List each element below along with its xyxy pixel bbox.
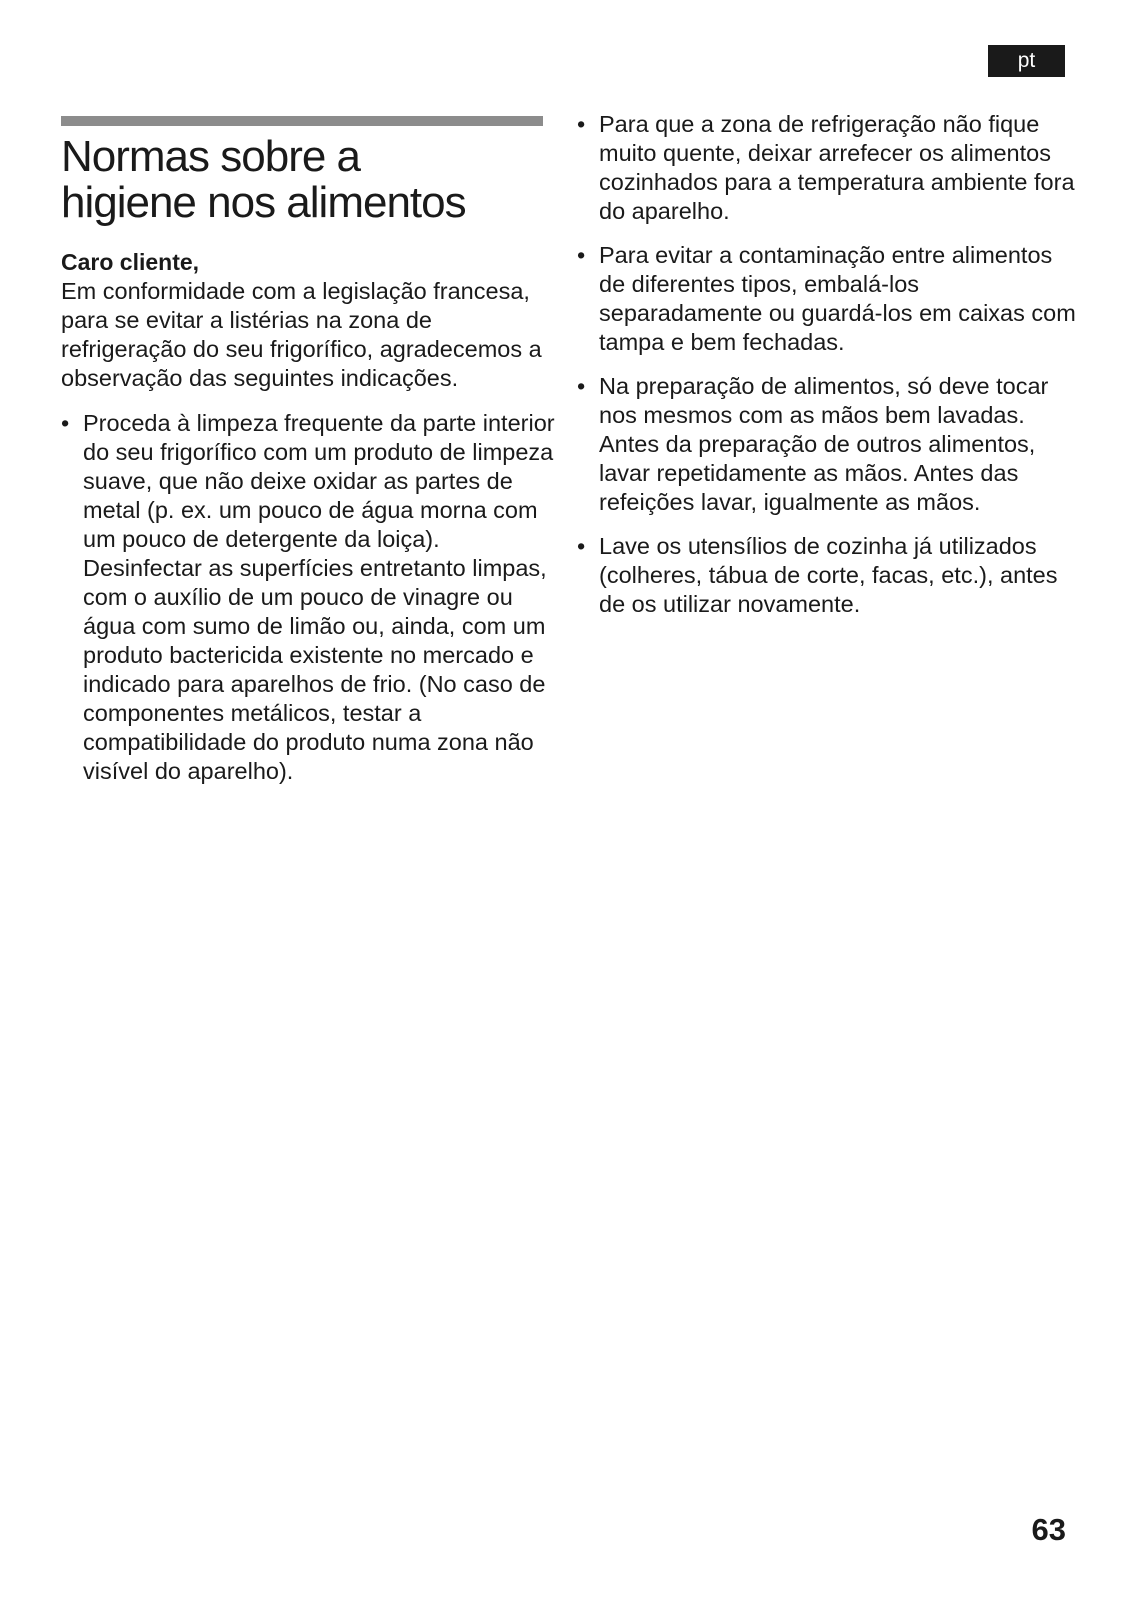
title-line-2: higiene nos alimentos [61, 178, 466, 227]
title-line-1: Normas sobre a [61, 132, 361, 181]
intro-paragraph: Em conformidade com a legislação francesa, para se evitar a listérias na zona de refrigeração do seu frigorífico, agradecemos a observação das seguintes indicações. [61, 278, 542, 391]
section-divider [61, 116, 543, 126]
language-badge: pt [988, 45, 1065, 77]
list-item: • Na preparação de alimentos, só deve tocar nos mesmos com as mãos bem lavadas. Antes da preparação de outros alimentos, lavar repetidamente as mãos. Antes das refeições lavar, igualmente as mãos. [577, 372, 1077, 517]
list-item: • Para que a zona de refrigeração não fique muito quente, deixar arrefecer os alimentos cozinhados para a temperatura ambiente fora do aparelho. [577, 110, 1077, 226]
right-bullet-list [577, 110, 1077, 619]
right-column [577, 110, 1077, 619]
left-bullet-list [61, 409, 556, 786]
greeting: Caro cliente, [61, 249, 200, 275]
left-column [61, 134, 556, 786]
list-item: • Para evitar a contaminação entre alimentos de diferentes tipos, embalá-los separadamente ou guardá-los em caixas com tampa e bem fechadas. [577, 241, 1077, 357]
page-number: 63 [1031, 1512, 1066, 1547]
list-item: • Proceda à limpeza frequente da parte interior do seu frigorífico com um produto de limpeza suave, que não deixe oxidar as partes de metal (p. ex. um pouco de água morna com um pouco de detergente da loiça). Desinfectar as superfícies entretanto limpas, com o auxílio de um pouco de vinagre ou água com sumo de limão ou, ainda, com um produto bactericida existente no mercado e indicado para aparelhos de frio. (No caso de componentes metálicos, testar a compatibilidade do produto numa zona não visível do aparelho). [61, 409, 556, 786]
list-item: • Lave os utensílios de cozinha já utilizados (colheres, tábua de corte, facas, etc.), antes de os utilizar novamente. [577, 532, 1077, 619]
page-title [61, 134, 556, 226]
